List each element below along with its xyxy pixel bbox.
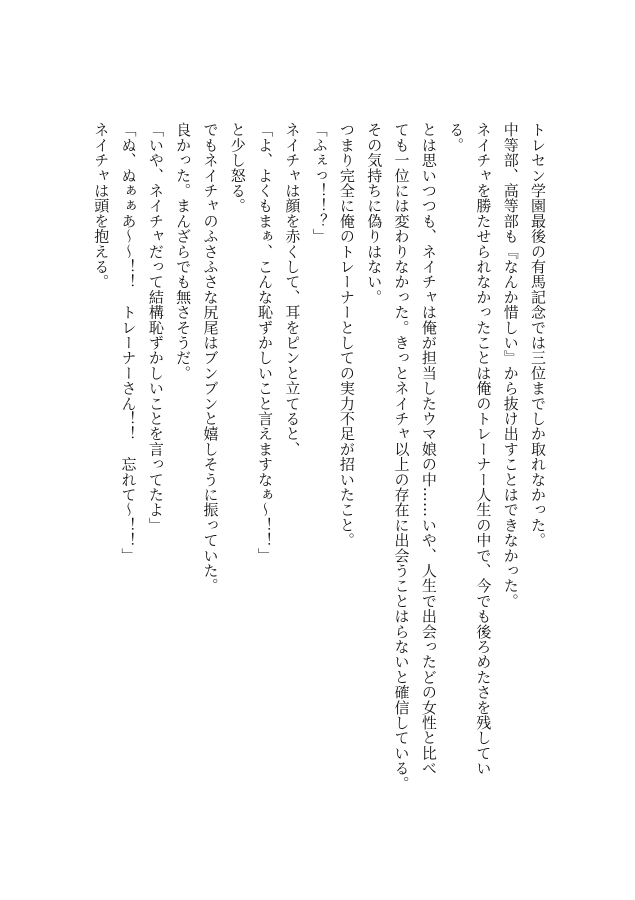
text-line: つまり完全に俺のトレーナーとしての実力不足が招いたこと。 xyxy=(337,122,356,548)
dialogue-line: 「ぬ、ぬぁぁあ～～！！ トレーナーさん！！ 忘れて～！！」 xyxy=(119,122,138,563)
dialogue-line: 「いや、ネイチャだって結構恥ずかしいことを言ってたよ」 xyxy=(146,122,165,533)
text-line: 良かった。まんざらでも無さそうだ。 xyxy=(174,122,193,381)
text-line: でもネイチャのふさふさな尻尾はブンブンと嬉しそうに振っていた。 xyxy=(201,122,220,594)
text-line: る。 xyxy=(447,122,466,153)
text-line: その気持ちに偽りはない。 xyxy=(365,122,384,305)
vertical-text-block xyxy=(81,122,551,791)
dialogue-line: 「よ、よくもまぁ、こんな恥ずかしいこと言えますなぁ～！！」 xyxy=(256,122,275,563)
text-line: トレセン学園最後の有馬記念では三位までしか取れなかった。 xyxy=(529,122,547,548)
dialogue-line: 「ふぇっ！！？」 xyxy=(310,122,329,244)
text-line: ネイチャを勝たせられなかったことは俺のトレーナー人生の中で、今でも後ろめたさを残してい xyxy=(474,122,493,776)
text-line: ネイチャは頭を抱える。 xyxy=(92,122,111,290)
text-line: 中等部、高等部も『なんか惜しい』から抜け出すことはできなかった。 xyxy=(501,122,520,609)
text-line: とは思いつつも、ネイチャは俺が担当したウマ娘の中……いや、人生で出会ったどの女性と比べ xyxy=(419,122,438,776)
text-line: と少し怒る。 xyxy=(228,122,247,214)
text-line: ネイチャは顔を赤くして、耳をピンと立てると、 xyxy=(283,122,302,457)
text-line: ても一位には変わりなかった。きっとネイチャ以上の存在に出会うことはらないと確信している。 xyxy=(392,122,411,791)
